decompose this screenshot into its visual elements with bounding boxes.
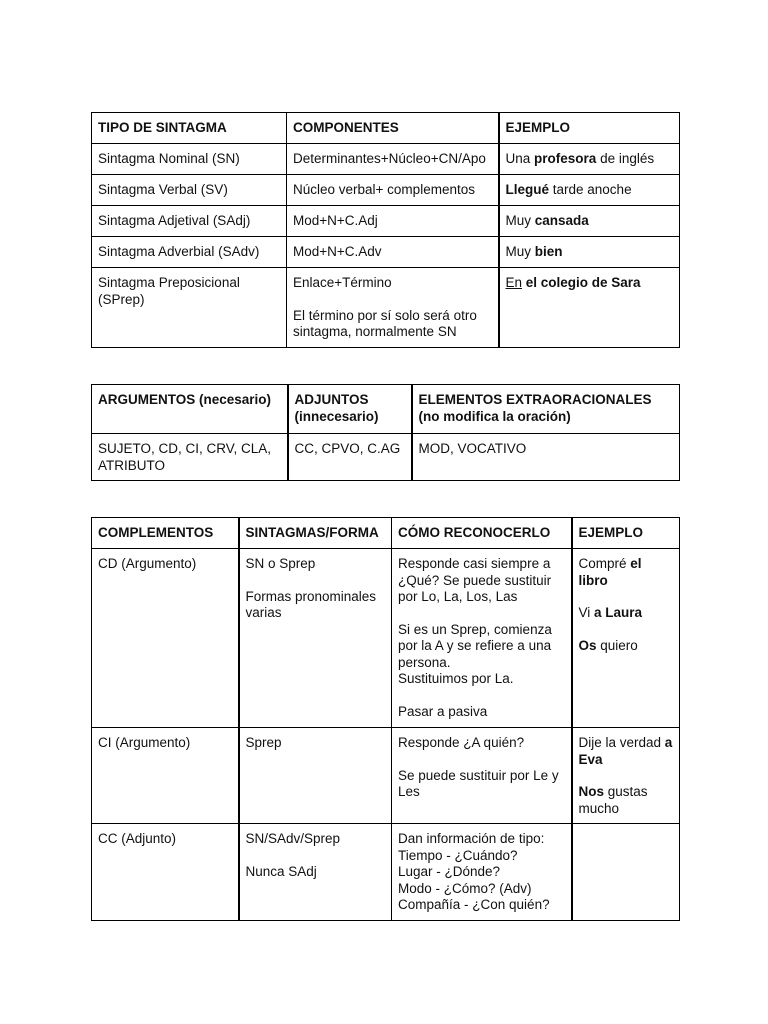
como-cell	[392, 824, 572, 921]
ejemplo-text: Muy	[505, 244, 535, 259]
ejemplo-cell	[499, 237, 680, 268]
ejemplo-text: Dije la verdad	[578, 735, 665, 750]
table-row	[92, 824, 680, 921]
header-cell: ELEMENTOS EXTRAORACIONALES (no modifica la oración)	[412, 385, 680, 434]
header-cell: ARGUMENTOS (necesario)	[92, 385, 288, 434]
ejemplo-cell	[572, 549, 680, 728]
como-text: Sustituimos por La.	[398, 671, 514, 686]
ejemplo-line	[579, 784, 674, 817]
como-line: Tiempo - ¿Cuándo?	[398, 847, 518, 863]
sintagma-types-table	[91, 112, 680, 348]
componentes-note: El término por sí solo será otro sintagma, normalmente SN	[293, 307, 477, 339]
header-cell: SINTAGMAS/FORMA	[239, 518, 392, 549]
como-line: Se puede sustituir por Le y Les	[398, 767, 559, 799]
ejemplo-text: gustas mucho	[578, 784, 648, 816]
ejemplo-text: Una	[505, 151, 535, 166]
forma-line: Nunca SAdj	[245, 863, 317, 879]
ejemplo-line	[579, 605, 674, 622]
ejemplo-highlight: a Laura	[594, 605, 643, 620]
tipo-cell: Sintagma Nominal (SN)	[92, 144, 287, 175]
ejemplo-highlight: cansada	[534, 213, 589, 228]
argumentos-cell: SUJETO, CD, CI, CRV, CLA, ATRIBUTO	[92, 434, 288, 481]
ejemplo-text: de inglés	[596, 151, 655, 166]
ejemplo-text: quiero	[596, 637, 638, 653]
table-row	[92, 268, 680, 348]
como-line: Compañía - ¿Con quién?	[398, 897, 550, 912]
ejemplo-line	[579, 638, 674, 655]
ejemplo-highlight: el colegio de Sara	[522, 275, 641, 290]
table-header-row	[92, 385, 680, 434]
complementos-table	[91, 517, 680, 921]
forma-line: SN/SAdv/Sprep	[245, 831, 341, 846]
argumentos-table	[91, 384, 680, 481]
como-line: Dan información de tipo:	[398, 831, 545, 846]
ejemplo-text: Vi	[578, 605, 595, 620]
como-line	[398, 622, 565, 688]
componentes-cell	[287, 268, 499, 348]
forma-line: Formas pronominales varias	[245, 588, 377, 620]
ejemplo-cell	[499, 268, 680, 348]
ejemplo-text: Muy	[505, 213, 535, 228]
como-cell	[392, 728, 572, 824]
ejemplo-highlight: a Eva	[578, 735, 673, 767]
tipo-cell: Sintagma Adverbial (SAdv)	[92, 237, 287, 268]
ejemplo-cell	[572, 824, 680, 921]
tipo-cell: Sintagma Verbal (SV)	[92, 175, 287, 206]
header-cell: COMPLEMENTOS	[92, 518, 239, 549]
ejemplo-cell	[499, 206, 680, 237]
header-cell: TIPO DE SINTAGMA	[92, 113, 287, 144]
ejemplo-line	[579, 735, 674, 768]
header-cell: ADJUNTOS (innecesario)	[288, 385, 412, 434]
como-line: Lugar - ¿Dónde?	[398, 864, 501, 879]
componentes-line: Enlace+Término	[293, 275, 392, 290]
header-cell: EJEMPLO	[499, 113, 680, 144]
ejemplo-highlight: el libro	[578, 556, 642, 588]
ejemplo-highlight: bien	[534, 244, 563, 259]
como-text: Si es un Sprep, comienza por la A y se refiere a una persona.	[398, 621, 552, 670]
componentes-cell: Determinantes+Núcleo+CN/Apo	[287, 144, 499, 175]
table-row	[92, 175, 680, 206]
complemento-cell: CC (Adjunto)	[92, 824, 239, 921]
table-row	[92, 206, 680, 237]
header-cell: COMPONENTES	[287, 113, 499, 144]
tipo-cell: Sintagma Adjetival (SAdj)	[92, 206, 287, 237]
ejemplo-cell	[499, 144, 680, 175]
ejemplo-text: Compré	[578, 556, 631, 571]
como-line: Pasar a pasiva	[398, 703, 488, 719]
extraoracionales-cell: MOD, VOCATIVO	[412, 434, 680, 481]
header-cell: CÓMO RECONOCERLO	[392, 518, 572, 549]
ejemplo-highlight: profesora	[534, 151, 597, 166]
table-row	[92, 237, 680, 268]
forma-cell	[239, 549, 392, 728]
forma-line: SN o Sprep	[245, 556, 316, 571]
forma-line: Sprep	[245, 735, 282, 750]
adjuntos-cell: CC, CPVO, C.AG	[288, 434, 412, 481]
como-cell	[392, 549, 572, 728]
ejemplo-highlight: Os	[578, 637, 597, 653]
ejemplo-cell	[499, 175, 680, 206]
table-row	[92, 434, 680, 481]
ejemplo-highlight: Nos	[578, 784, 605, 799]
ejemplo-highlight: Llegué	[505, 182, 550, 197]
table-header-row	[92, 113, 680, 144]
componentes-cell: Mod+N+C.Adj	[287, 206, 499, 237]
table-row	[92, 728, 680, 824]
table-header-row	[92, 518, 680, 549]
forma-cell	[239, 728, 392, 824]
table-row	[92, 144, 680, 175]
complemento-cell: CI (Argumento)	[92, 728, 239, 824]
ejemplo-line	[579, 556, 674, 589]
tipo-cell: Sintagma Preposicional (SPrep)	[92, 268, 287, 348]
como-line: Modo - ¿Cómo? (Adv)	[398, 880, 532, 896]
ejemplo-cell	[572, 728, 680, 824]
ejemplo-enlace: En	[505, 275, 523, 290]
complemento-cell: CD (Argumento)	[92, 549, 239, 728]
header-cell: EJEMPLO	[572, 518, 680, 549]
table-row	[92, 549, 680, 728]
como-line: Responde ¿A quién?	[398, 735, 525, 750]
forma-cell	[239, 824, 392, 921]
ejemplo-text: tarde anoche	[549, 182, 632, 197]
componentes-cell: Núcleo verbal+ complementos	[287, 175, 499, 206]
como-line: Responde casi siempre a ¿Qué? Se puede sustituir por Lo, La, Los, Las	[398, 556, 552, 604]
componentes-cell: Mod+N+C.Adv	[287, 237, 499, 268]
